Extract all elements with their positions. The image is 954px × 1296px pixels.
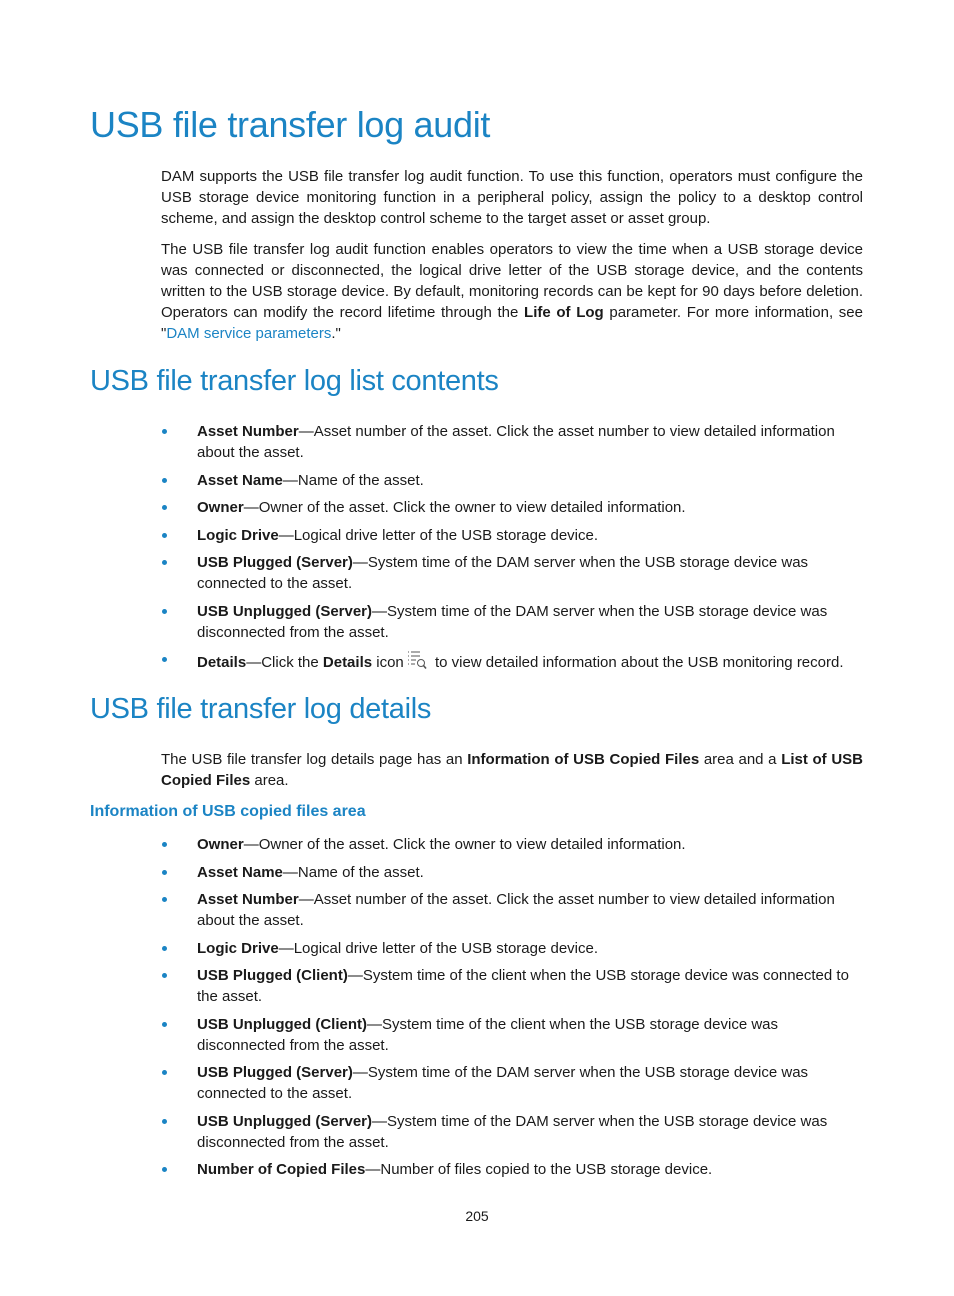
intro-text-d: area. [250,772,289,789]
item-term: Asset Number [197,423,299,440]
item-term: USB Plugged (Server) [197,1064,353,1081]
item-desc-pre: —Click the [246,654,323,671]
list-item-details [161,649,863,677]
item-desc: —Name of the asset. [282,863,424,881]
bullet-icon [162,1167,167,1172]
bullet-icon [162,560,167,565]
section-title-log-details: USB file transfer log details [90,693,432,725]
item-term: USB Plugged (Client) [197,967,348,984]
item-desc: —Logical drive letter of the USB storage device. [278,526,599,544]
life-of-log-term: Life of Log [524,304,604,321]
item-term: USB Unplugged (Client) [197,1015,367,1033]
intro-text-a: The USB file transfer log details page has an [161,751,468,768]
list-item [161,601,863,643]
subheading-information-area: Information of USB copied files area [90,803,366,820]
item-desc: —System time of the client when the USB storage device was disconnected from the asset. [197,1015,779,1054]
bullet-icon [162,973,167,978]
list-item [161,470,863,491]
list-item [161,889,863,931]
page-number: 205 [465,1208,489,1224]
intro-text-c: area and a [699,751,782,768]
bullet-icon [162,1022,167,1027]
list-contents-bullets [161,421,863,684]
item-term: Details [197,654,247,671]
section-title-audit: USB file transfer log audit [90,104,491,145]
item-desc-post: to view detailed information about the USB monitoring record. [430,654,844,671]
item-desc: —System time of the DAM server when the USB storage device was disconnected from the asset. [197,602,828,641]
bullet-icon [162,842,167,847]
item-desc: —Logical drive letter of the USB storage device. [278,939,599,957]
list-item [161,525,863,546]
list-area-term: List of USB Copied Files [161,751,863,789]
paragraph-description-end: ." [331,325,341,342]
bullet-icon [162,609,167,614]
paragraph-intro: DAM supports the USB file transfer log audit function. To use this function, operators must configure the USB storage device monitoring function in a peripheral policy, assign the policy to a desktop control scheme, and assign the desktop control scheme to the target asset or asset group. [161,168,863,227]
paragraph-description-text: The USB file transfer log audit function enables operators to view the time when a USB storage device was connected or disconnected, the logical drive letter of the USB storage device, and the contents written to the USB storage device. By default, monitoring records can be kept for 90 days before deletion. Operators can modify the record lifetime through the [161,241,863,321]
section-title-list-contents: USB file transfer log list contents [90,365,499,397]
paragraph-description-mid: parameter. For more information, see " [161,304,863,342]
list-item [161,497,863,518]
list-item [161,421,863,463]
list-item [161,834,863,855]
list-item [161,1062,863,1104]
list-item [161,1159,863,1180]
list-item [161,938,863,959]
item-term: Owner [197,499,244,516]
item-desc: —Owner of the asset. Click the owner to view detailed information. [243,836,686,853]
item-desc: —System time of the client when the USB storage device was connected to the asset. [197,967,849,1005]
item-desc: —Owner of the asset. Click the owner to view detailed information. [243,499,686,516]
details-icon [406,649,428,677]
list-item [161,1111,863,1153]
bullet-icon [162,1070,167,1075]
item-term: Logic Drive [197,939,279,957]
item-desc-mid: icon [372,654,404,671]
paragraph-details-intro [161,749,863,791]
item-desc: —Name of the asset. [282,471,424,489]
bullet-icon [162,505,167,510]
bullet-icon [162,533,167,538]
item-desc: —Asset number of the asset. Click the asset number to view detailed information about the asset. [197,891,835,929]
bullet-icon [162,429,167,434]
item-desc: —System time of the DAM server when the USB storage device was connected to the asset. [197,1064,809,1102]
item-term: Owner [197,836,244,853]
item-term: Number of Copied Files [197,1161,366,1178]
info-area-term: Information of USB Copied Files [467,751,700,768]
list-item [161,965,863,1007]
item-desc: —System time of the DAM server when the USB storage device was disconnected from the asset. [197,1112,828,1151]
item-term: USB Plugged (Server) [197,554,353,571]
bullet-icon [162,946,167,951]
item-desc: —Asset number of the asset. Click the asset number to view detailed information about the asset. [197,423,835,461]
item-term: USB Unplugged (Server) [197,602,373,620]
dam-service-parameters-link[interactable]: DAM service parameters [166,325,332,342]
list-item [161,862,863,883]
item-term: Asset Number [197,891,299,908]
list-item [161,1014,863,1056]
paragraph-description [161,239,863,344]
bullet-icon [162,657,167,662]
bullet-icon [162,1119,167,1124]
item-term: Asset Name [197,471,283,489]
item-desc: —System time of the DAM server when the USB storage device was connected to the asset. [197,554,809,592]
list-item [161,552,863,594]
item-desc: —Number of files copied to the USB storage device. [365,1161,713,1178]
item-term: Logic Drive [197,526,279,544]
bullet-icon [162,897,167,902]
bullet-icon [162,478,167,483]
details-bold: Details [322,654,373,671]
bullet-icon [162,870,167,875]
item-term: Asset Name [197,863,283,881]
information-area-bullets [161,834,863,1187]
item-term: USB Unplugged (Server) [197,1112,373,1130]
